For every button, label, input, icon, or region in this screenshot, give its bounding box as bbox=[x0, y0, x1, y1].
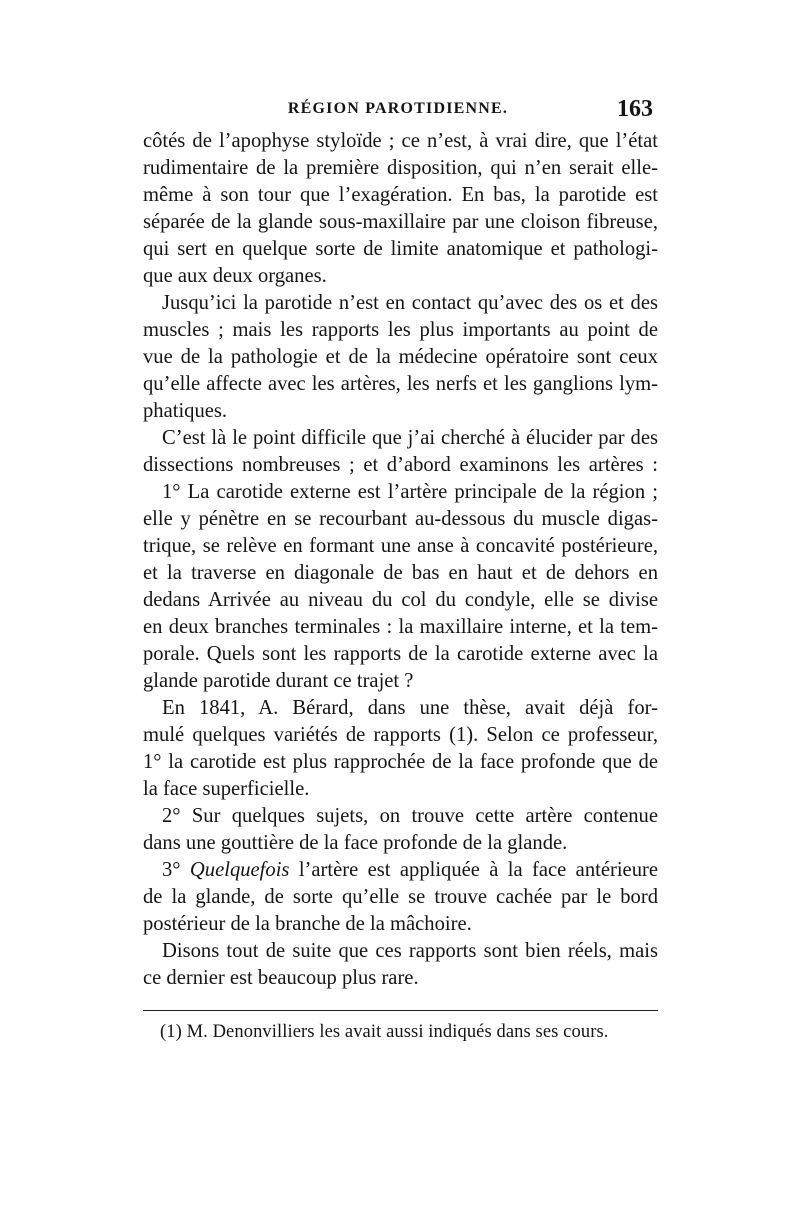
running-head bbox=[143, 98, 653, 128]
text-line: vue de la pathologie et de la médecine opératoire sont ceux bbox=[143, 346, 658, 368]
text-line: même à son tour que l’exagération. En bas, la parotide est bbox=[143, 184, 658, 206]
text-line-rest: l’artère est appliquée à la face antérieure bbox=[298, 859, 658, 881]
text-line: la face superficielle. bbox=[143, 778, 310, 800]
running-title: RÉGION PAROTIDIENNE. bbox=[287, 100, 509, 117]
footnote-rule bbox=[143, 1010, 658, 1011]
text-line: séparée de la glande sous-maxillaire par une cloison fibreuse, bbox=[143, 211, 658, 233]
text-line: de la glande, de sorte qu’elle se trouve cachée par le bord bbox=[143, 886, 658, 908]
text-line: postérieur de la branche de la mâchoire. bbox=[143, 913, 472, 935]
paragraph-start: 2° Sur quelques sujets, on trouve cette artère contenue bbox=[162, 805, 658, 827]
page-number: 163 bbox=[617, 96, 653, 122]
text-line: mulé quelques variétés de rapports (1). Selon ce professeur, bbox=[143, 724, 658, 746]
text-line: dans une gouttière de la face profonde de la glande. bbox=[143, 832, 568, 854]
text-line: qu’elle affecte avec les artères, les nerfs et les ganglions lym- bbox=[143, 373, 658, 395]
text-line: glande parotide durant ce trajet ? bbox=[143, 670, 414, 692]
paragraph-start: Disons tout de suite que ces rapports sont bien réels, mais bbox=[162, 940, 658, 962]
italic-word: Quelquefois bbox=[189, 859, 290, 881]
text-line: porale. Quels sont les rapports de la carotide externe avec la bbox=[143, 643, 658, 665]
text-line: qui sert en quelque sorte de limite anatomique et pathologi- bbox=[143, 238, 658, 260]
paragraph-start: Jusqu’ici la parotide n’est en contact qu’avec des os et des bbox=[162, 292, 658, 314]
numbered-item-marker: 3° bbox=[162, 859, 181, 881]
text-line: dedans Arrivée au niveau du col du condyle, elle se divise bbox=[143, 589, 658, 611]
text-line: trique, se relève en formant une anse à concavité postérieure, bbox=[143, 535, 658, 557]
text-line: et la traverse en diagonale de bas en haut et de dehors en bbox=[143, 562, 658, 584]
text-line: elle y pénètre en se recourbant au-dessous du muscle digas- bbox=[143, 508, 658, 530]
text-line: rudimentaire de la première disposition, qui n’en serait elle- bbox=[143, 157, 658, 179]
text-line: muscles ; mais les rapports les plus importants au point de bbox=[143, 319, 658, 341]
paragraph-start: C’est là le point difficile que j’ai cherché à élucider par des bbox=[162, 427, 658, 449]
text-line: côtés de l’apophyse styloïde ; ce n’est, à vrai dire, que l’état bbox=[143, 130, 658, 152]
footnote: (1) M. Denonvilliers les avait aussi indiqués dans ses cours. bbox=[160, 1022, 609, 1042]
body-text bbox=[143, 128, 658, 992]
text-line: ce dernier est beaucoup plus rare. bbox=[143, 967, 419, 989]
text-line: que aux deux organes. bbox=[143, 265, 327, 287]
paragraph-start bbox=[143, 857, 658, 884]
text-line: phatiques. bbox=[143, 400, 228, 422]
text-line: 1° la carotide est plus rapprochée de la face profonde que de bbox=[143, 751, 658, 773]
paragraph-start: 1° La carotide externe est l’artère principale de la région ; bbox=[162, 481, 658, 503]
text-line: en deux branches terminales : la maxillaire interne, et la tem- bbox=[143, 616, 658, 638]
paragraph-start: En 1841, A. Bérard, dans une thèse, avait déjà for- bbox=[162, 697, 658, 719]
text-line: dissections nombreuses ; et d’abord examinons les artères : bbox=[143, 454, 658, 476]
